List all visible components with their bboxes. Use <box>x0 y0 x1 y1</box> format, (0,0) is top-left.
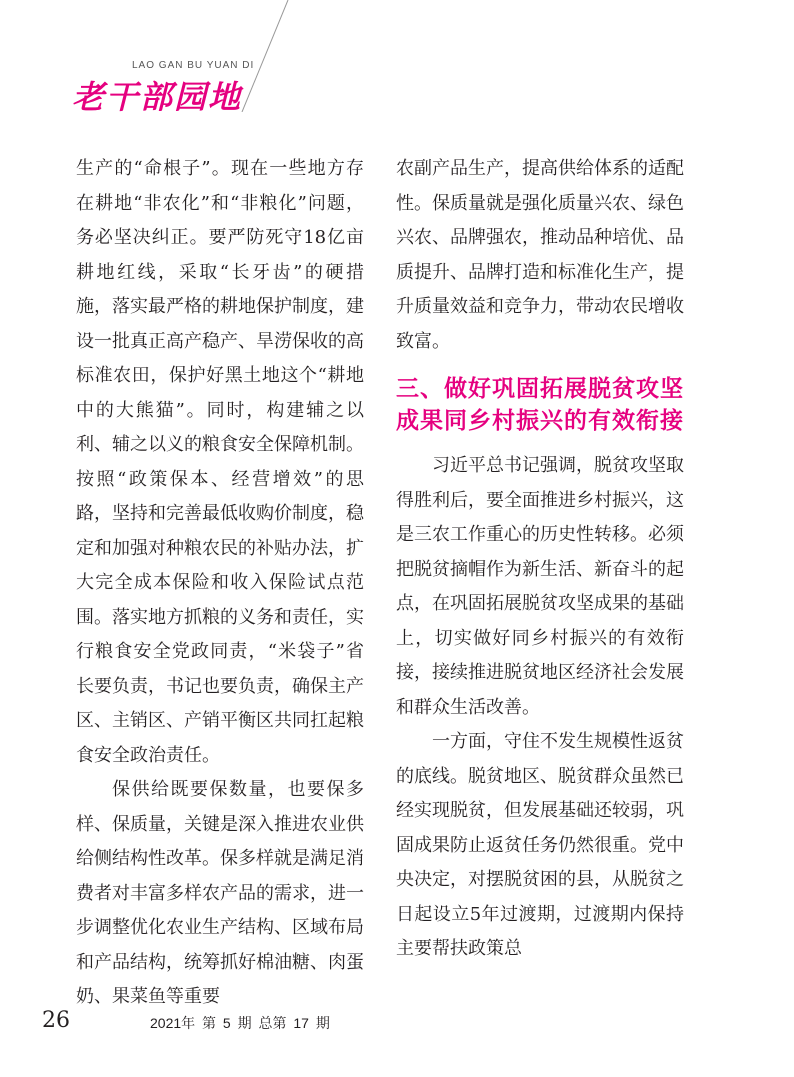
paragraph: 保供给既要保数量，也要保多样、保质量，关键是深入推进农业供给侧结构性改革。保多样就是满足消费者对丰富多样农产品的需求，进一步调整优化农业生产结构、区域布局和产品结构，统筹抓好棉油糖、肉蛋奶、果菜鱼等重要 <box>76 779 364 1007</box>
section-heading: 三、做好巩固拓展脱贫攻坚成果同乡村振兴的有效衔接 <box>396 376 684 434</box>
left-column <box>76 152 364 1015</box>
masthead-pinyin: LAO GAN BU YUAN DI <box>132 60 255 71</box>
page-number: 26 <box>42 1008 70 1033</box>
paragraph: 一方面，守住不发生规模性返贫的底线。脱贫地区、脱贫群众虽然已经实现脱贫，但发展基础还较弱，巩固成果防止返贫任务仍然很重。党中央决定，对摆脱贫困的县，从脱贫之日起设立5年过渡期，过渡期内保持主要帮扶政策总 <box>396 731 684 959</box>
paragraph: 习近平总书记强调，脱贫攻坚取得胜利后，要全面推进乡村振兴，这是三农工作重心的历史性转移。必须把脱贫摘帽作为新生活、新奋斗的起点，在巩固拓展脱贫攻坚成果的基础上，切实做好同乡村振兴的有效衔接，接续推进脱贫地区经济社会发展和群众生活改善。 <box>396 455 684 718</box>
masthead-title: 老干部园地 <box>72 78 243 116</box>
paragraph: 生产的“命根子”。现在一些地方存在耕地“非农化”和“非粮化”问题，务必坚决纠正。要严防死守18亿亩耕地红线，采取“长牙齿”的硬措施，落实最严格的耕地保护制度，建设一批真正高产稳产、旱涝保收的高标准农田，保护好黑土地这个“耕地中的大熊猫”。同时，构建辅之以利、辅之以义的粮食安全保障机制。按照“政策保本、经营增效”的思路，坚持和完善最低收购价制度，稳定和加强对种粮农民的补贴办法，扩大完全成本保险和收入保险试点范围。落实地方抓粮的义务和责任，实行粮食安全党政同责，“米袋子”省长要负责，书记也要负责，确保主产区、主销区、产销平衡区共同扛起粮食安全政治责任。 <box>76 158 364 766</box>
issue-info: 2021年 第 5 期 总第 17 期 <box>150 1015 330 1031</box>
paragraph: 农副产品生产，提高供给体系的适配性。保质量就是强化质量兴农、绿色兴农、品牌强农，推动品种培优、品质提升、品牌打造和标准化生产，提升质量效益和竞争力，带动农民增收致富。 <box>396 158 684 352</box>
masthead-divider-line <box>240 0 290 112</box>
right-column <box>396 152 684 967</box>
